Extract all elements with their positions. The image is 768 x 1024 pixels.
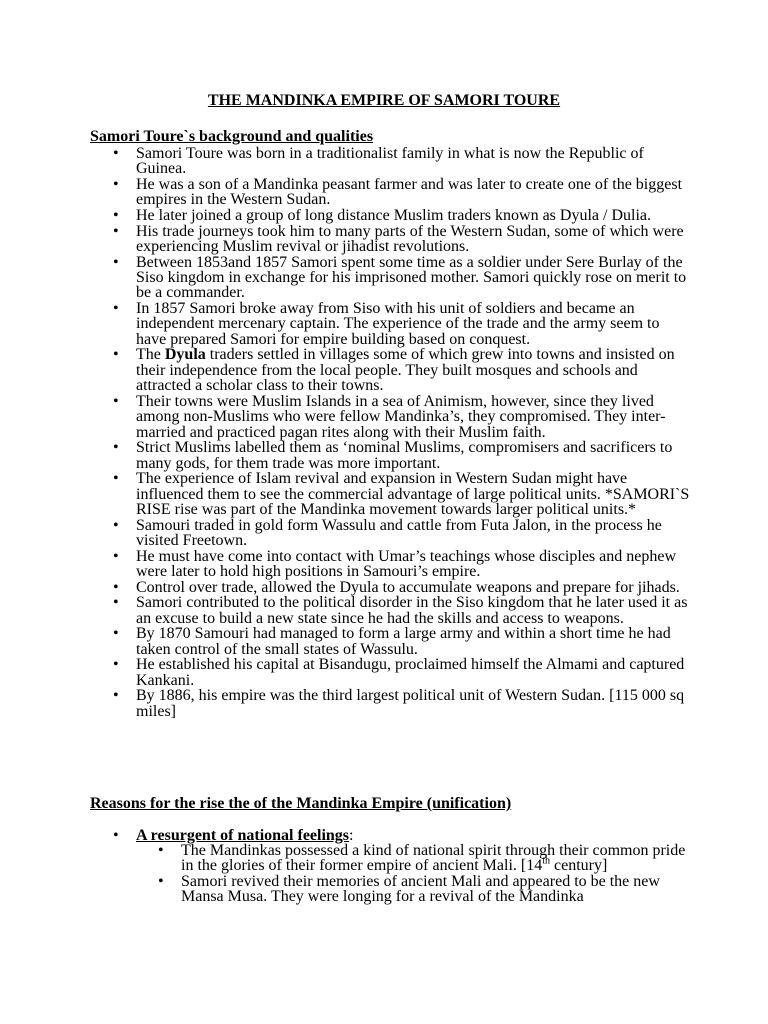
reason-point-title: A resurgent of national feelings xyxy=(136,827,350,844)
section-heading-background: Samori Toure`s background and qualities xyxy=(90,128,374,145)
list-item: • He must have come into contact with Umar’s teachings whose disciples and nephew were later to hold high positions in Samouri’s empire. xyxy=(113,549,693,580)
list-item xyxy=(113,347,693,393)
list-item: • He established his capital at Bisandugu, proclaimed himself the Almami and captured Kankani. xyxy=(113,657,693,688)
sub-list-item: • Samori revived their memories of ancient Mali and appeared to be the new Mansa Musa. They were longing for a revival of the Mandinka xyxy=(158,874,698,905)
list-item: • Control over trade, allowed the Dyula to accumulate weapons and prepare for jihads. xyxy=(113,580,693,595)
list-item-text: traders settled in villages some of which grew into towns and insisted on their independence from the local people. They built mosques and schools and attracted a scholar class to their towns. xyxy=(136,346,675,395)
list-item: • Their towns were Muslim Islands in a sea of Animism, however, since they lived among non-Muslims who were fellow Mandinka’s, they compromised. They inter-married and practiced pagan rites along with their Muslim faith. xyxy=(113,394,693,440)
list-item: • Strict Muslims labelled them as ‘nominal Muslims, compromisers and sacrificers to many gods, for them trade was more important. xyxy=(113,440,693,471)
list-item: • In 1857 Samori broke away from Siso with his unit of soldiers and became an independent mercenary captain. The experience of the trade and the army seem to have prepared Samori for empire building based on conquest. xyxy=(113,301,693,347)
list-item: • Samori Toure was born in a traditionalist family in what is now the Republic of Guinea. xyxy=(113,146,693,177)
list-item: • His trade journeys took him to many parts of the Western Sudan, some of which were experiencing Muslim revival or jihadist revolutions. xyxy=(113,224,693,255)
superscript-th: th xyxy=(542,856,550,868)
list-item: • Between 1853and 1857 Samori spent some time as a soldier under Sere Burlay of the Siso kingdom in exchange for his imprisoned mother. Samori quickly rose on merit to be a commander. xyxy=(113,255,693,301)
reason-point-colon: : xyxy=(349,827,354,844)
reasons-sub-bullet-list xyxy=(158,843,698,905)
sub-list-item-text: century] xyxy=(550,857,608,875)
list-item: • The experience of Islam revival and expansion in Western Sudan might have influenced them to see the commercial advantage of large political units. *SAMORI`S RISE rise was part of the Mandinka movement towards larger political units.* xyxy=(113,471,693,517)
list-item: • By 1886, his empire was the third largest political unit of Western Sudan. [115 000 sq miles] xyxy=(113,688,693,719)
list-item: • He later joined a group of long distance Muslim traders known as Dyula / Dulia. xyxy=(113,208,693,223)
sub-list-item xyxy=(158,843,698,874)
sub-list-item-text: The Mandinkas possessed a kind of national spirit through their common pride in the glories of their former empire of ancient Mali. [14 xyxy=(181,842,686,875)
section-heading-reasons: Reasons for the rise the of the Mandinka Empire (unification) xyxy=(90,795,512,812)
list-item: • By 1870 Samouri had managed to form a large army and within a short time he had taken control of the small states of Wassulu. xyxy=(113,626,693,657)
list-item-text: The xyxy=(136,346,165,364)
list-item: • Samouri traded in gold form Wassulu and cattle from Futa Jalon, in the process he visited Freetown. xyxy=(113,518,693,549)
dyula-bold-term: Dyula xyxy=(164,346,206,364)
document-title: THE MANDINKA EMPIRE OF SAMORI TOURE xyxy=(207,92,561,109)
list-item: • He was a son of a Mandinka peasant farmer and was later to create one of the biggest empires in the Western Sudan. xyxy=(113,177,693,208)
background-bullet-list xyxy=(113,146,693,719)
list-item: • Samori contributed to the political disorder in the Siso kingdom that he later used it as an excuse to build a new state since he had the skills and access to weapons. xyxy=(113,595,693,626)
